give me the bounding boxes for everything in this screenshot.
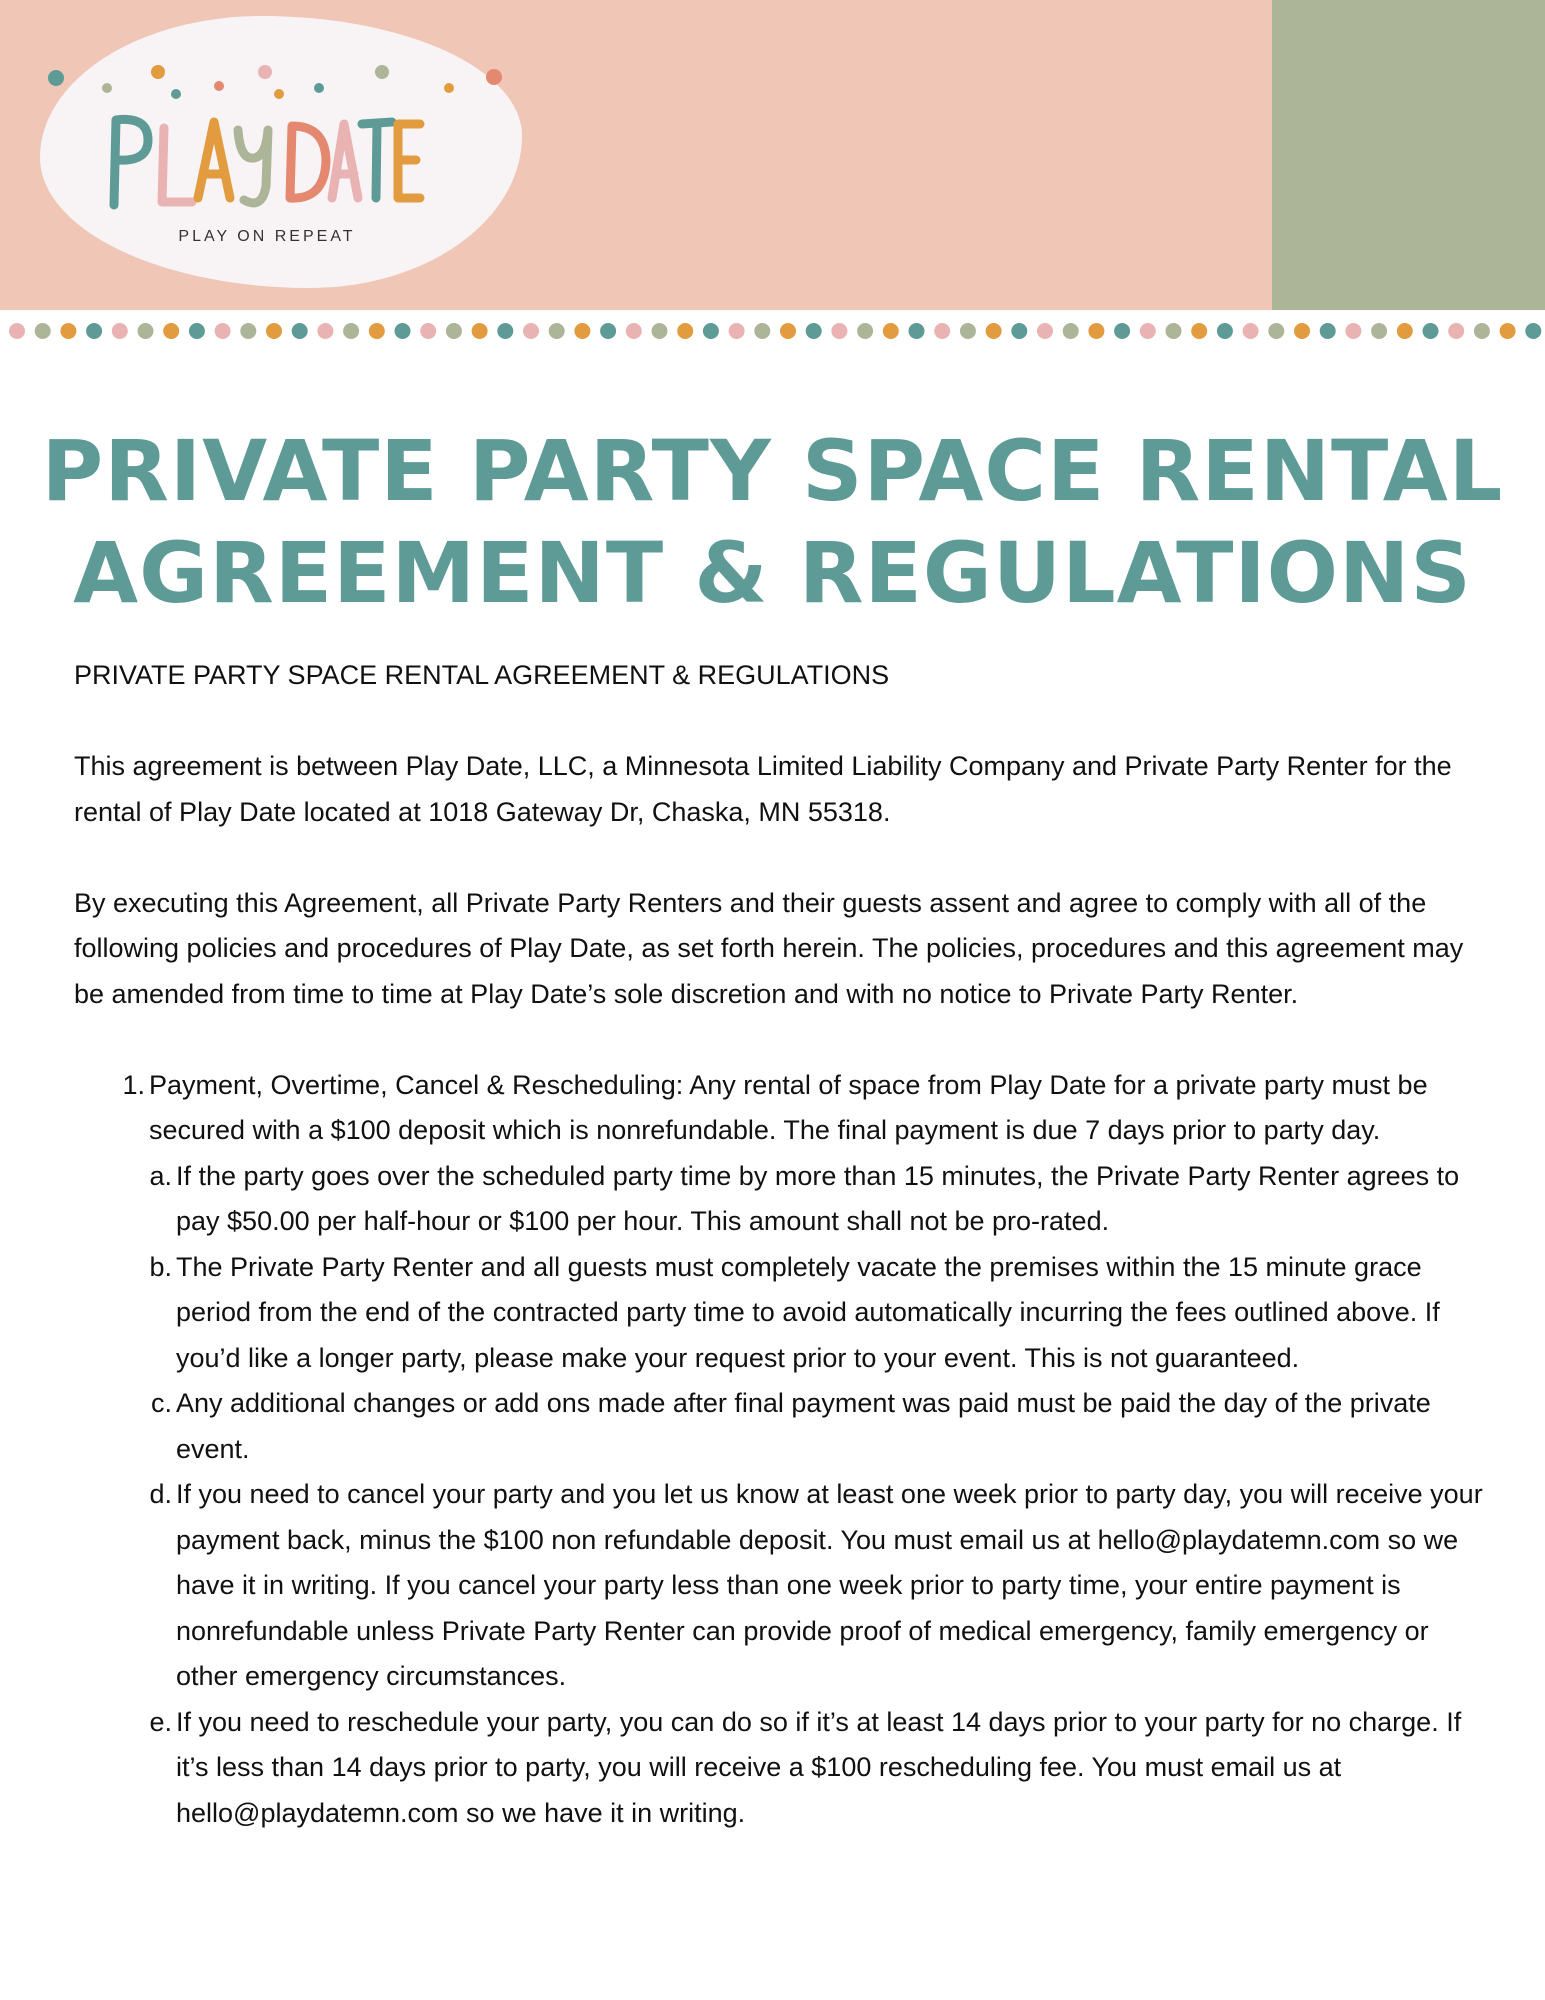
divider-dot (626, 323, 642, 339)
dot-divider (0, 320, 1545, 342)
divider-dot (317, 323, 333, 339)
sub-policy-item (74, 1472, 1484, 1700)
divider-dot (1423, 323, 1439, 339)
divider-dot (1371, 323, 1387, 339)
divider-dot (1268, 323, 1284, 339)
sub-item-letter: a. (149, 1160, 172, 1191)
divider-dot (138, 323, 154, 339)
logo-tagline: PLAY ON REPEAT (178, 228, 356, 245)
divider-dot (60, 323, 76, 339)
divider-dot (420, 323, 436, 339)
divider-dot (1500, 323, 1516, 339)
section-text: Payment, Overtime, Cancel & Rescheduling: Any rental of space from Play Date for a private party must be secured with a $100 deposit which is nonrefundable. The final payment is due 7 days prior to party day. (149, 1069, 1428, 1145)
divider-dot (703, 323, 719, 339)
divider-dot (369, 323, 385, 339)
divider-dot (909, 323, 925, 339)
document-title: PRIVATE PARTY SPACE RENTAL AGREEMENT & REGULATIONS (41, 422, 1504, 622)
divider-dot (395, 323, 411, 339)
sub-item-text: Any additional changes or add ons made after final payment was paid must be paid the day of the private event. (176, 1388, 1431, 1464)
assent-paragraph: By executing this Agreement, all Private Party Renters and their guests assent and agree to comply with all of the following policies and procedures of Play Date, as set forth herein. The policies, procedures and this agreement may be amended from time to time at Play Date’s sole discretion and with no notice to Private Party Renter. (74, 887, 1464, 1009)
divider-dot (86, 323, 102, 339)
divider-dot (1011, 323, 1027, 339)
divider-dot (1191, 323, 1207, 339)
divider-dot (1345, 323, 1361, 339)
sub-policy-list (74, 1154, 1484, 1837)
divider-dot (472, 323, 488, 339)
divider-dot (1114, 323, 1130, 339)
divider-dot (215, 323, 231, 339)
sub-item-text: If you need to cancel your party and you let us know at least one week prior to party day, you will receive your payment back, minus the $100 non refundable deposit. You must email us at hello@playdatemn.com so we have it in writing. If you cancel your party less than one week prior to party time, your entire payment is nonrefundable unless Private Party Renter can provide proof of medical emergency, family emergency or other emergency circumstances. (176, 1479, 1483, 1691)
divider-dot (1525, 323, 1541, 339)
document-body (74, 653, 1484, 1836)
divider-dot (523, 323, 539, 339)
sub-item-letter: e. (149, 1706, 172, 1737)
divider-dot (112, 323, 128, 339)
divider-dot (1166, 323, 1182, 339)
divider-dot (1474, 323, 1490, 339)
divider-dot (960, 323, 976, 339)
divider-dot (497, 323, 513, 339)
sub-item-text: The Private Party Renter and all guests must completely vacate the premises within the 15 minute grace period from the end of the contracted party time to avoid automatically incurring the fees outlined above. If you’d like a longer party, please make your request prior to your event. This is not guaranteed. (176, 1251, 1440, 1373)
divider-dot (163, 323, 179, 339)
sub-item-text: If you need to reschedule your party, you can do so if it’s at least 14 days prior to your party for no charge. If it’s less than 14 days prior to party, you will receive a $100 rescheduling fee. You must email us at hello@playdatemn.com so we have it in writing. (176, 1706, 1462, 1828)
divider-dot (857, 323, 873, 339)
divider-dot (35, 323, 51, 339)
sub-policy-item (74, 1381, 1484, 1472)
divider-dot (986, 323, 1002, 339)
document-subtitle: PRIVATE PARTY SPACE RENTAL AGREEMENT & REGULATIONS (74, 660, 890, 690)
divider-dot (831, 323, 847, 339)
divider-dot (1037, 323, 1053, 339)
divider-dot (292, 323, 308, 339)
sub-policy-item (74, 1154, 1484, 1245)
confetti-dots (40, 16, 522, 126)
divider-dot (600, 323, 616, 339)
divider-dot (1243, 323, 1259, 339)
policy-section (74, 1063, 1484, 1837)
sub-item-letter: d. (149, 1479, 172, 1509)
sub-item-text: If the party goes over the scheduled party time by more than 15 minutes, the Private Party Renter agrees to pay $50.00 per half-hour or $100 per hour. This amount shall not be pro-rated. (176, 1160, 1460, 1236)
policy-list (74, 1063, 1484, 1837)
divider-dot (883, 323, 899, 339)
divider-dot (677, 323, 693, 339)
divider-dot (780, 323, 796, 339)
divider-dot (1063, 323, 1079, 339)
header-sage-panel (1272, 0, 1545, 310)
divider-dot (240, 323, 256, 339)
divider-dot (9, 323, 25, 339)
sub-policy-item (74, 1700, 1484, 1837)
divider-dot (1448, 323, 1464, 339)
divider-dot (1088, 323, 1104, 339)
divider-dot (549, 323, 565, 339)
divider-dot (729, 323, 745, 339)
divider-dot (343, 323, 359, 339)
sub-item-letter: c. (150, 1388, 172, 1418)
divider-dot (806, 323, 822, 339)
intro-paragraph: This agreement is between Play Date, LLC, a Minnesota Limited Liability Company and Private Party Renter for the rental of Play Date located at 1018 Gateway Dr, Chaska, MN 55318. (74, 751, 1452, 827)
sub-item-letter: b. (149, 1251, 172, 1282)
divider-dot (574, 323, 590, 339)
divider-dot (266, 323, 282, 339)
divider-dot (189, 323, 205, 339)
divider-dot (446, 323, 462, 339)
divider-dot (652, 323, 668, 339)
divider-dot (1217, 323, 1233, 339)
divider-dot (934, 323, 950, 339)
divider-dot (754, 323, 770, 339)
section-number: 1. (122, 1069, 145, 1100)
sub-policy-item (74, 1245, 1484, 1382)
divider-dot (1397, 323, 1413, 339)
divider-dot (1320, 323, 1336, 339)
divider-dot (1140, 323, 1156, 339)
divider-dot (1294, 323, 1310, 339)
